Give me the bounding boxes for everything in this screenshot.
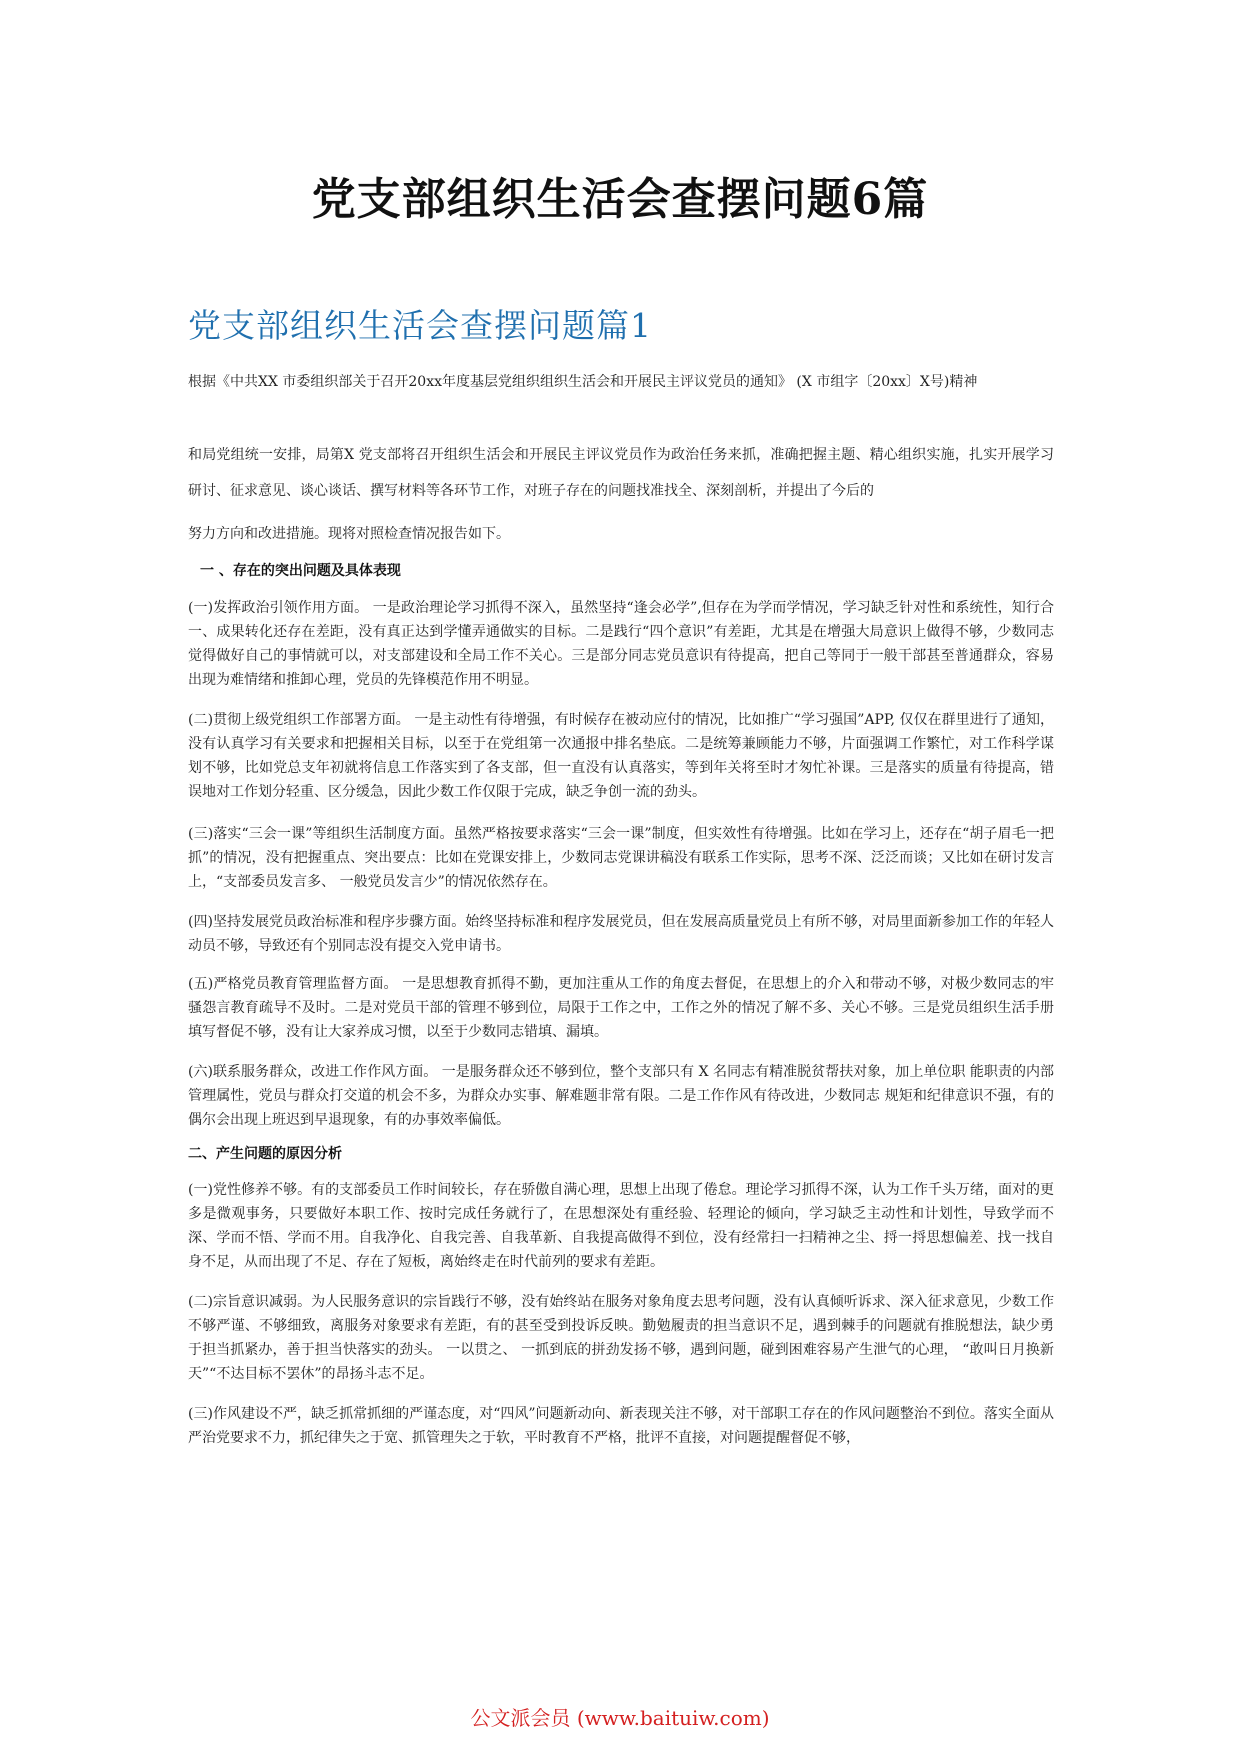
paragraph-2: (二)贯彻上级党组织工作部署方面。 一是主动性有待增强，有时候存在被动应付的情况，比如推广“学习强国”APP, 仅仅在群里进行了通知，没有认真学习有关要求和把握相关目标，以至于在党组第一次通报中排名垫底。二是统筹兼顾能力不够，片面强调工作繁忙，对工作科学谋划不够，比如党总支年初就将信息工作落实到了各支部，但一直没有认真落实，等到年关将至时才匆忙补课。三是落实的质量有待提高，错误地对工作划分轻重、区分缓急，因此少数工作仅限于完成，缺乏争创一流的劲头。 — [188, 712, 1054, 800]
paragraph-7: (一)党性修养不够。有的支部委员工作时间较长，存在骄傲自满心理，思想上出现了倦怠。理论学习抓得不深，认为工作千头万绪，面对的更多是微观事务，只要做好本职工作、按时完成任务就行了，在思想深处有重经验、轻理论的倾向，学习缺乏主动性和计划性，导致学而不深、学而不悟、学而不用。自我净化、自我完善、自我革新、自我提高做得不到位，没有经常扫一扫精神之尘、捋一捋思想偏差、找一找自身不足，从而出现了不足、存在了短板，离始终走在时代前列的要求有差距。 — [188, 1182, 1054, 1270]
intro-paragraph-1: 根据《中共XX 市委组织部关于召开20xx年度基层党组织组织生活会和开展民主评议党员的通知》 (X 市组字〔20xx〕X号)精神 — [188, 374, 978, 390]
document-title: 党支部组织生活会查摆问题6篇 — [311, 174, 929, 225]
heading-causes: 二、产生问题的原因分析 — [188, 1146, 342, 1162]
section-title: 党支部组织生活会查摆问题篇1 — [188, 306, 652, 345]
paragraph-1: (一)发挥政治引领作用方面。 一是政治理论学习抓得不深入，虽然坚持“逢会必学”,但存在为学而学情况，学习缺乏针对性和系统性，知行合一、成果转化还存在差距，没有真正达到学懂弄通做实的目标。二是践行“四个意识”有差距，尤其是在增强大局意识上做得不够，少数同志觉得做好自己的事情就可以，对支部建设和全局工作不关心。三是部分同志党员意识有待提高，把自己等同于一般干部甚至普通群众，容易出现为难情绪和推卸心理，党员的先锋模范作用不明显。 — [188, 600, 1054, 688]
intro-paragraph-3: 努力方向和改进措施。现将对照检查情况报告如下。 — [188, 526, 510, 542]
paragraph-8: (二)宗旨意识减弱。为人民服务意识的宗旨践行不够，没有始终站在服务对象角度去思考问题，没有认真倾听诉求、深入征求意见，少数工作不够严谨、不够细致，离服务对象要求有差距，有的甚至受到投诉反映。勤勉履责的担当意识不足，遇到棘手的问题就有推脱想法，缺少勇于担当抓紧办，善于担当快落实的劲头。 一以贯之、 一抓到底的拼劲发扬不够，遇到问题，碰到困难容易产生泄气的心理， “敢叫日月换新天”“不达目标不罢休”的昂扬斗志不足。 — [188, 1294, 1054, 1382]
footer-watermark: 公文派会员 (www.baituiw.com) — [470, 1706, 770, 1730]
paragraph-6: (六)联系服务群众，改进工作作风方面。 一是服务群众还不够到位，整个支部只有 X 名同志有精准脱贫帮扶对象，加上单位职 能职责的内部管理属性，党员与群众打交道的机会不多，为群众办实事、解难题非常有限。二是工作作风有待改进，少数同志 规矩和纪律意识不强，有的偶尔会出现上班迟到早退现象，有的办事效率偏低。 — [188, 1064, 1054, 1128]
intro-paragraph-2: 和局党组统一安排，局第X 党支部将召开组织生活会和开展民主评议党员作为政治任务来抓，准确把握主题、精心组织实施，扎实开展学习研讨、征求意见、谈心谈话、撰写材料等各环节工作，对班子存在的问题找准找全、深刻剖析，并提出了今后的 — [188, 447, 1054, 499]
paragraph-9: (三)作风建设不严，缺乏抓常抓细的严谨态度，对“四风”问题新动向、新表现关注不够，对干部职工存在的作风问题整治不到位。落实全面从严治党要求不力，抓纪律失之于宽、抓管理失之于软，平时教育不严格，批评不直接，对问题提醒督促不够， — [188, 1406, 1054, 1446]
paragraph-3: (三)落实“三会一课”等组织生活制度方面。虽然严格按要求落实“三会一课”制度，但实效性有待增强。比如在学习上，还存在“胡子眉毛一把抓”的情况，没有把握重点、突出要点：比如在党课安排上，少数同志党课讲稿没有联系工作实际，思考不深、泛泛而谈；又比如在研讨发言上，“支部委员发言多、 一般党员发言少”的情况依然存在。 — [188, 826, 1054, 890]
paragraph-5: (五)严格党员教育管理监督方面。 一是思想教育抓得不勤，更加注重从工作的角度去督促，在思想上的介入和带动不够，对极少数同志的牢骚怨言教育疏导不及时。二是对党员干部的管理不够到位，局限于工作之中，工作之外的情况了解不多、关心不够。三是党员组织生活手册填写督促不够，没有让大家养成习惯，以至于少数同志错填、漏填。 — [188, 976, 1054, 1040]
heading-problems: 一 、存在的突出问题及具体表现 — [200, 563, 401, 579]
paragraph-4: (四)坚持发展党员政治标准和程序步骤方面。始终坚持标准和程序发展党员，但在发展高质量党员上有所不够，对局里面新参加工作的年轻人动员不够，导致还有个别同志没有提交入党申请书。 — [188, 914, 1054, 954]
